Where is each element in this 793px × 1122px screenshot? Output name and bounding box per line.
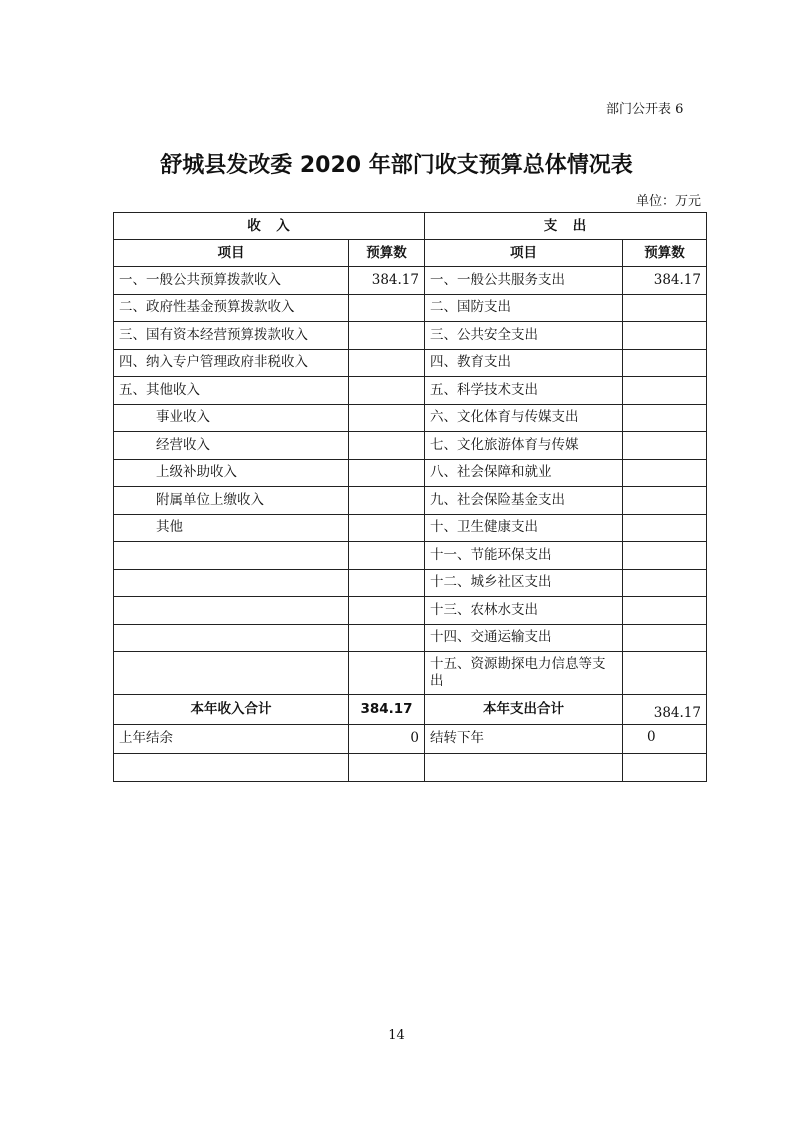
expense-section-header: 支 出	[425, 213, 707, 240]
expense-amount	[623, 569, 707, 597]
expense-amount	[623, 459, 707, 487]
expense-amount-column-header: 预算数	[623, 240, 707, 267]
table-row	[114, 377, 707, 405]
income-amount	[349, 349, 425, 377]
expense-amount	[623, 597, 707, 625]
carry-forward-label: 结转下年	[425, 724, 623, 754]
table-section-header-row	[114, 213, 707, 240]
income-item: 其他	[114, 514, 349, 542]
income-item: 经营收入	[114, 432, 349, 460]
page-title: 舒城县发改委 2020 年部门收支预算总体情况表	[160, 153, 633, 178]
empty-cell	[425, 754, 623, 782]
prior-year-balance-amount: 0	[349, 724, 425, 754]
table-row	[114, 404, 707, 432]
table-row	[114, 267, 707, 295]
expense-amount	[623, 542, 707, 570]
expense-amount	[623, 432, 707, 460]
income-amount	[349, 569, 425, 597]
page-number: 14	[388, 1028, 405, 1043]
income-amount	[349, 294, 425, 322]
income-amount	[349, 404, 425, 432]
expense-item: 二、国防支出	[425, 294, 623, 322]
income-amount	[349, 652, 425, 695]
expense-item: 八、社会保障和就业	[425, 459, 623, 487]
income-amount: 384.17	[349, 267, 425, 295]
expense-amount	[623, 514, 707, 542]
table-row	[114, 542, 707, 570]
table-row	[114, 294, 707, 322]
expense-item: 十二、城乡社区支出	[425, 569, 623, 597]
expense-item: 十四、交通运输支出	[425, 624, 623, 652]
income-amount	[349, 459, 425, 487]
prior-year-balance-label: 上年结余	[114, 724, 349, 754]
income-item: 二、政府性基金预算拨款收入	[114, 294, 349, 322]
income-amount	[349, 597, 425, 625]
empty-cell	[623, 754, 707, 782]
table-row	[114, 432, 707, 460]
income-amount	[349, 432, 425, 460]
table-row	[114, 624, 707, 652]
table-row	[114, 322, 707, 350]
expense-item: 七、文化旅游体育与传媒	[425, 432, 623, 460]
expense-item: 五、科学技术支出	[425, 377, 623, 405]
expense-amount	[623, 652, 707, 695]
expense-amount	[623, 349, 707, 377]
page-tag: 部门公开表 6	[606, 102, 684, 117]
table-row	[114, 459, 707, 487]
expense-amount	[623, 294, 707, 322]
income-item: 一、一般公共预算拨款收入	[114, 267, 349, 295]
empty-row	[114, 754, 707, 782]
expense-item: 十三、农林水支出	[425, 597, 623, 625]
expense-total-amount: 384.17	[623, 695, 707, 725]
carry-row	[114, 724, 707, 754]
income-amount	[349, 624, 425, 652]
table-row	[114, 349, 707, 377]
income-item: 三、国有资本经营预算拨款收入	[114, 322, 349, 350]
expense-amount	[623, 624, 707, 652]
income-item	[114, 624, 349, 652]
income-item: 事业收入	[114, 404, 349, 432]
table-row	[114, 487, 707, 515]
total-row	[114, 695, 707, 725]
empty-cell	[349, 754, 425, 782]
expense-amount	[623, 377, 707, 405]
expense-amount	[623, 404, 707, 432]
expense-item: 三、公共安全支出	[425, 322, 623, 350]
expense-item: 九、社会保险基金支出	[425, 487, 623, 515]
income-amount	[349, 377, 425, 405]
unit-label: 单位：万元	[636, 194, 702, 209]
carry-forward-amount: 0	[623, 724, 707, 754]
income-item: 附属单位上缴收入	[114, 487, 349, 515]
expense-item: 四、教育支出	[425, 349, 623, 377]
expense-amount	[623, 487, 707, 515]
income-item: 五、其他收入	[114, 377, 349, 405]
income-item	[114, 569, 349, 597]
empty-cell	[114, 754, 349, 782]
table-column-header-row	[114, 240, 707, 267]
expense-item: 十一、节能环保支出	[425, 542, 623, 570]
expense-item: 一、一般公共服务支出	[425, 267, 623, 295]
income-item-column-header: 项目	[114, 240, 349, 267]
income-item: 四、纳入专户管理政府非税收入	[114, 349, 349, 377]
income-amount	[349, 322, 425, 350]
income-item	[114, 597, 349, 625]
income-total-amount: 384.17	[349, 695, 425, 725]
expense-amount	[623, 322, 707, 350]
table-row	[114, 569, 707, 597]
income-amount	[349, 514, 425, 542]
expense-item: 十、卫生健康支出	[425, 514, 623, 542]
income-item	[114, 542, 349, 570]
expense-total-label: 本年支出合计	[425, 695, 623, 725]
table-row	[114, 597, 707, 625]
expense-item: 十五、资源勘探电力信息等支出	[425, 652, 623, 695]
income-item	[114, 652, 349, 695]
expense-amount: 384.17	[623, 267, 707, 295]
income-total-label: 本年收入合计	[114, 695, 349, 725]
budget-table	[113, 212, 707, 782]
expense-item: 六、文化体育与传媒支出	[425, 404, 623, 432]
table-row	[114, 514, 707, 542]
income-item: 上级补助收入	[114, 459, 349, 487]
income-section-header: 收 入	[114, 213, 425, 240]
income-amount-column-header: 预算数	[349, 240, 425, 267]
income-amount	[349, 487, 425, 515]
income-amount	[349, 542, 425, 570]
table-row	[114, 652, 707, 695]
expense-item-column-header: 项目	[425, 240, 623, 267]
